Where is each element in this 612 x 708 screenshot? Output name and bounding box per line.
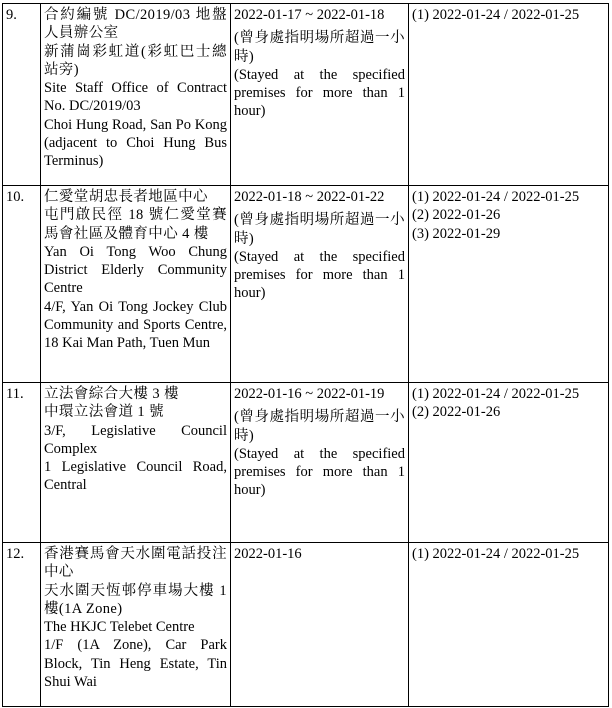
visit-period: 2022-01-16 ~ 2022-01-19 [234,386,385,402]
venue-chinese-address: 新蒲崗彩虹道(彩虹巴士總站旁) [44,43,227,78]
table-row [3,383,609,543]
remark-english: (Stayed at the specified premises for more than 1 hour) [234,66,405,120]
row-number: 11. [3,383,41,543]
test-date: (1) 2022-01-24 / 2022-01-25 [412,7,580,23]
test-date: (3) 2022-01-29 [412,225,501,242]
test-date: (1) 2022-01-24 / 2022-01-25 [412,386,580,402]
test-date: (1) 2022-01-24 / 2022-01-25 [412,546,580,562]
venue-english-address: 1/F (1A Zone), Car Park Block, Tin Heng Estate, Tin Shui Wai [44,637,227,691]
venue-english-name: Site Staff Office of Contract No. DC/2019/03 [44,80,227,115]
venue-chinese-name: 合約編號 DC/2019/03 地盤人員辦公室 [44,7,227,42]
test-dates-cell [409,383,609,543]
visit-period-cell [231,4,409,186]
test-dates-cell [409,4,609,186]
table-row [3,186,609,383]
remark-english: (Stayed at the specified premises for more than 1 hour) [234,445,405,499]
venue-english-address: Choi Hung Road, San Po Kong (adjacent to Choi Hung Bus Terminus) [44,116,227,170]
remark-english: (Stayed at the specified premises for more than 1 hour) [234,248,405,302]
test-dates-cell [409,543,609,707]
table-row [3,4,609,186]
test-date: (2) 2022-01-26 [412,404,501,421]
venue-chinese-name: 香港賽馬會天水圍電話投注中心 [44,546,227,581]
remark-chinese: (曾身處指明場所超過一小時) [234,409,405,444]
visit-period-cell [231,186,409,383]
venue-table [2,3,609,707]
visit-period-cell [231,383,409,543]
visit-period: 2022-01-18 ~ 2022-01-22 [234,189,385,205]
venue-english-name: Yan Oi Tong Woo Chung District Elderly Community Centre [44,243,227,297]
test-date: (1) 2022-01-24 / 2022-01-25 [412,189,580,205]
venue-cell [41,186,231,383]
venue-english-address: 4/F, Yan Oi Tong Jockey Club Community and Sports Centre, 18 Kai Man Path, Tuen Mun [44,298,227,352]
test-date: (2) 2022-01-26 [412,207,501,224]
venue-chinese-address: 屯門啟民徑 18 號仁愛堂賽馬會社區及體育中心 4 樓 [44,207,227,242]
venue-cell [41,4,231,186]
row-number: 10. [3,186,41,383]
row-number: 12. [3,543,41,707]
remark-chinese: (曾身處指明場所超過一小時) [234,30,405,65]
visit-period: 2022-01-17 ~ 2022-01-18 [234,7,385,23]
test-dates-cell [409,186,609,383]
venue-english-name: 3/F, Legislative Council Complex [44,422,227,457]
venue-chinese-address: 中環立法會道 1 號 [44,404,164,421]
visit-period: 2022-01-16 [234,546,302,562]
venue-english-address: 1 Legislative Council Road, Central [44,459,227,494]
venue-chinese-address: 天水圍天恆邨停車場大樓 1 樓(1A Zone) [44,582,227,617]
row-number: 9. [3,4,41,186]
visit-period-cell [231,543,409,707]
venue-cell [41,383,231,543]
remark-chinese: (曾身處指明場所超過一小時) [234,212,405,247]
venue-chinese-name: 立法會綜合大樓 3 樓 [44,386,179,402]
venue-english-name: The HKJC Telebet Centre [44,619,195,636]
venue-cell [41,543,231,707]
table-row [3,543,609,707]
venue-chinese-name: 仁愛堂胡忠長者地區中心 [44,189,208,205]
